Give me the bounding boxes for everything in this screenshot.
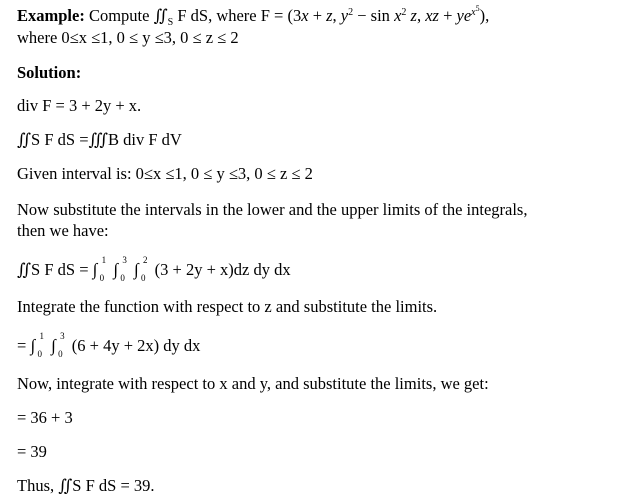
- integral-z: ∫ 2 0: [133, 255, 148, 283]
- step-1: = 36 + 3: [17, 408, 73, 427]
- integral-y: ∫ 3 0: [113, 255, 127, 283]
- var-ye: ye: [456, 6, 472, 25]
- triple-lhs: ∬S F dS =: [17, 260, 93, 279]
- example-label: Example:: [17, 6, 85, 25]
- double-rhs: (6 + 4y + 2x) dy dx: [71, 336, 201, 355]
- integral-x: ∫ 1 0: [92, 255, 107, 283]
- step-2: = 39: [17, 442, 47, 461]
- example-sub-s: S: [167, 17, 174, 28]
- double-lhs: =: [17, 336, 31, 355]
- example-text-c: +: [308, 6, 327, 25]
- exp-x: x: [471, 7, 476, 18]
- integral-y-2: ∫ 3 0: [51, 331, 65, 359]
- substitute-line-1: Now substitute the intervals in the lower and the upper limits of the integrals,: [17, 200, 528, 219]
- solution-heading: Solution:: [17, 63, 82, 82]
- integrate-xy-line: Now, integrate with respect to x and y, and substitute the limits, we get:: [17, 374, 489, 393]
- var-x2: x: [394, 6, 402, 25]
- example-text-f: ,: [416, 6, 426, 25]
- example-text-g: +: [438, 6, 457, 25]
- example-line-2: where 0≤x ≤1, 0 ≤ y ≤3, 0 ≤ z ≤ 2: [17, 28, 239, 47]
- sup-2a: 2: [348, 7, 354, 18]
- var-z1: z: [326, 6, 333, 25]
- substitute-line-2: then we have:: [17, 221, 109, 240]
- interval-line: Given interval is: 0≤x ≤1, 0 ≤ y ≤3, 0 ≤ z ≤ 2: [17, 164, 313, 183]
- var-xz: xz: [425, 6, 439, 25]
- double-integral-line: [17, 331, 201, 359]
- var-x1: x: [301, 6, 309, 25]
- example-text-h: ),: [479, 6, 490, 25]
- example-text-b: F dS, where F = (3: [173, 6, 302, 25]
- example-line-1: [17, 6, 489, 26]
- sup-2b: 2: [401, 7, 407, 18]
- var-z2: z: [410, 6, 417, 25]
- example-text-a: Compute ∬: [84, 6, 168, 25]
- exp-5: 5: [475, 4, 480, 13]
- triple-rhs: (3 + 2y + x)dz dy dx: [154, 260, 291, 279]
- triple-integral-line: [17, 255, 291, 283]
- integrate-z-line: Integrate the function with respect to z and substitute the limits.: [17, 297, 438, 316]
- theorem-line: ∬S F dS =∭B div F dV: [17, 130, 182, 149]
- div-line: div F = 3 + 2y + x.: [17, 96, 142, 115]
- example-text-d: ,: [332, 6, 341, 25]
- integral-x-2: ∫ 1 0: [30, 331, 44, 359]
- var-y1: y: [340, 6, 349, 25]
- example-text-e: − sin: [353, 6, 395, 25]
- final-result: Thus, ∬S F dS = 39.: [17, 476, 155, 495]
